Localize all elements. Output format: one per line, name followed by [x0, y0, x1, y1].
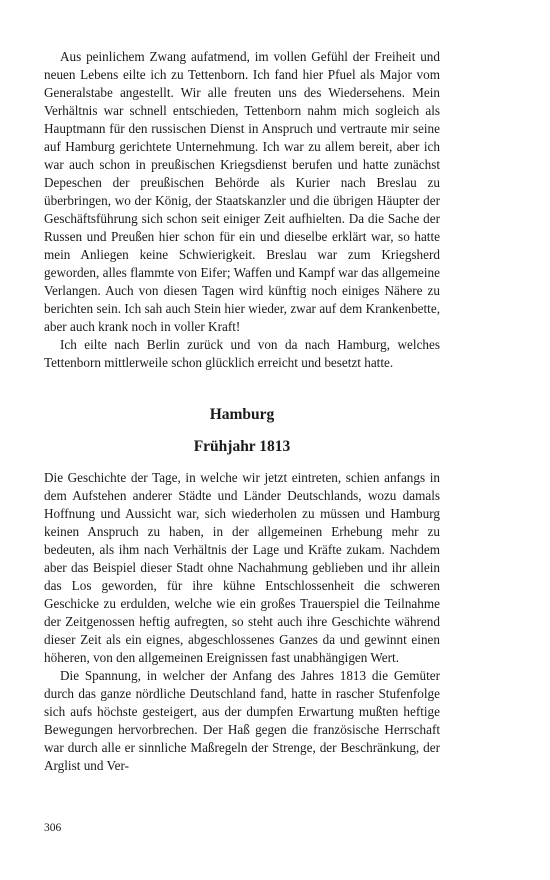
body-paragraph: Die Geschichte der Tage, in welche wir jetzt eintreten, schien anfangs in dem Aufstehen anderer Städte und Länder Deutschlands, wozu damals Hoffnung und Aussicht war, sich wiederholen zu müssen und Hamburg keinen Anspruch zu haben, in der allgemeinen Erhebung mehr zu bedeuten, als ihm nach Verhältnis der Lage und Kräfte zukam. Nachdem aber das Beispiel dieser Stadt ohne Nachahmung geblieben und ihr allein das Los geworden, für ihre kühne Entschlossenheit die schweren Geschicke zu erdulden, welche wie ein großes Trauerspiel die Teilnahme der Zeitgenossen heftig aufregten, so steht auch ihre Geschichte während dieser Zeit als ein eignes, abgeschlossenes Ganzes da und gewinnt einen höheren, von den allgemeinen Ereignissen fast unabhängigen Wert. [44, 470, 440, 665]
book-page [44, 48, 440, 775]
section-heading: Hamburg [209, 406, 275, 423]
body-paragraph: Ich eilte nach Berlin zurück und von da nach Hamburg, welches Tettenborn mittlerweile schon glücklich erreicht und besetzt hatte. [44, 337, 440, 370]
body-paragraph: Aus peinlichem Zwang aufatmend, im vollen Gefühl der Freiheit und neuen Lebens eilte ich zu Tettenborn. Ich fand hier Pfuel als Major vom Generalstabe angestellt. Wir alle freuten uns des Wiedersehens. Mein Verhältnis war schnell entschieden, Tettenborn nahm mich sogleich als Hauptmann für den russischen Dienst in Anspruch und vertraute mir seine auf Hamburg gerichtete Unternehmung. Ich war zu allem bereit, aber ich war auch schon in preußischen Kriegsdienst berufen und hatte zunächst Depeschen der preußischen Behörde als Kurier nach Breslau zu überbringen, wo der König, der Staatskanzler und die übrigen Häupter der Geschäftsführung sich schon seit einiger Zeit aufhielten. Da die Sache der Russen und Preußen hier schon für ein und dieselbe erklärt war, so hatte mein Anliegen keine Schwierigkeit. Breslau war zum Kriegsherd geworden, alles flammte von Eifer; Waffen und Kampf war das allgemeine Verlangen. Auch von diesen Tagen wird künftig noch einiges Nähere zu berichten sein. Ich sah auch Stein hier wieder, zwar auf dem Krankenbette, aber auch krank noch in voller Kraft! [44, 49, 440, 334]
page-number: 306 [44, 822, 62, 834]
section-subheading: Frühjahr 1813 [193, 438, 291, 455]
body-paragraph: Die Spannung, in welcher der Anfang des Jahres 1813 die Gemüter durch das ganze nördliche Deutschland fand, hatte in rascher Stufenfolge sich aufs höchste gesteigert, aus der dumpfen Erwartung mußten heftige Bewegungen hervorbrechen. Der Haß gegen die französische Herrschaft war durch alle er sinnliche Maßregeln der Strenge, der Beschränkung, der Arglist und Ver- [44, 668, 440, 773]
